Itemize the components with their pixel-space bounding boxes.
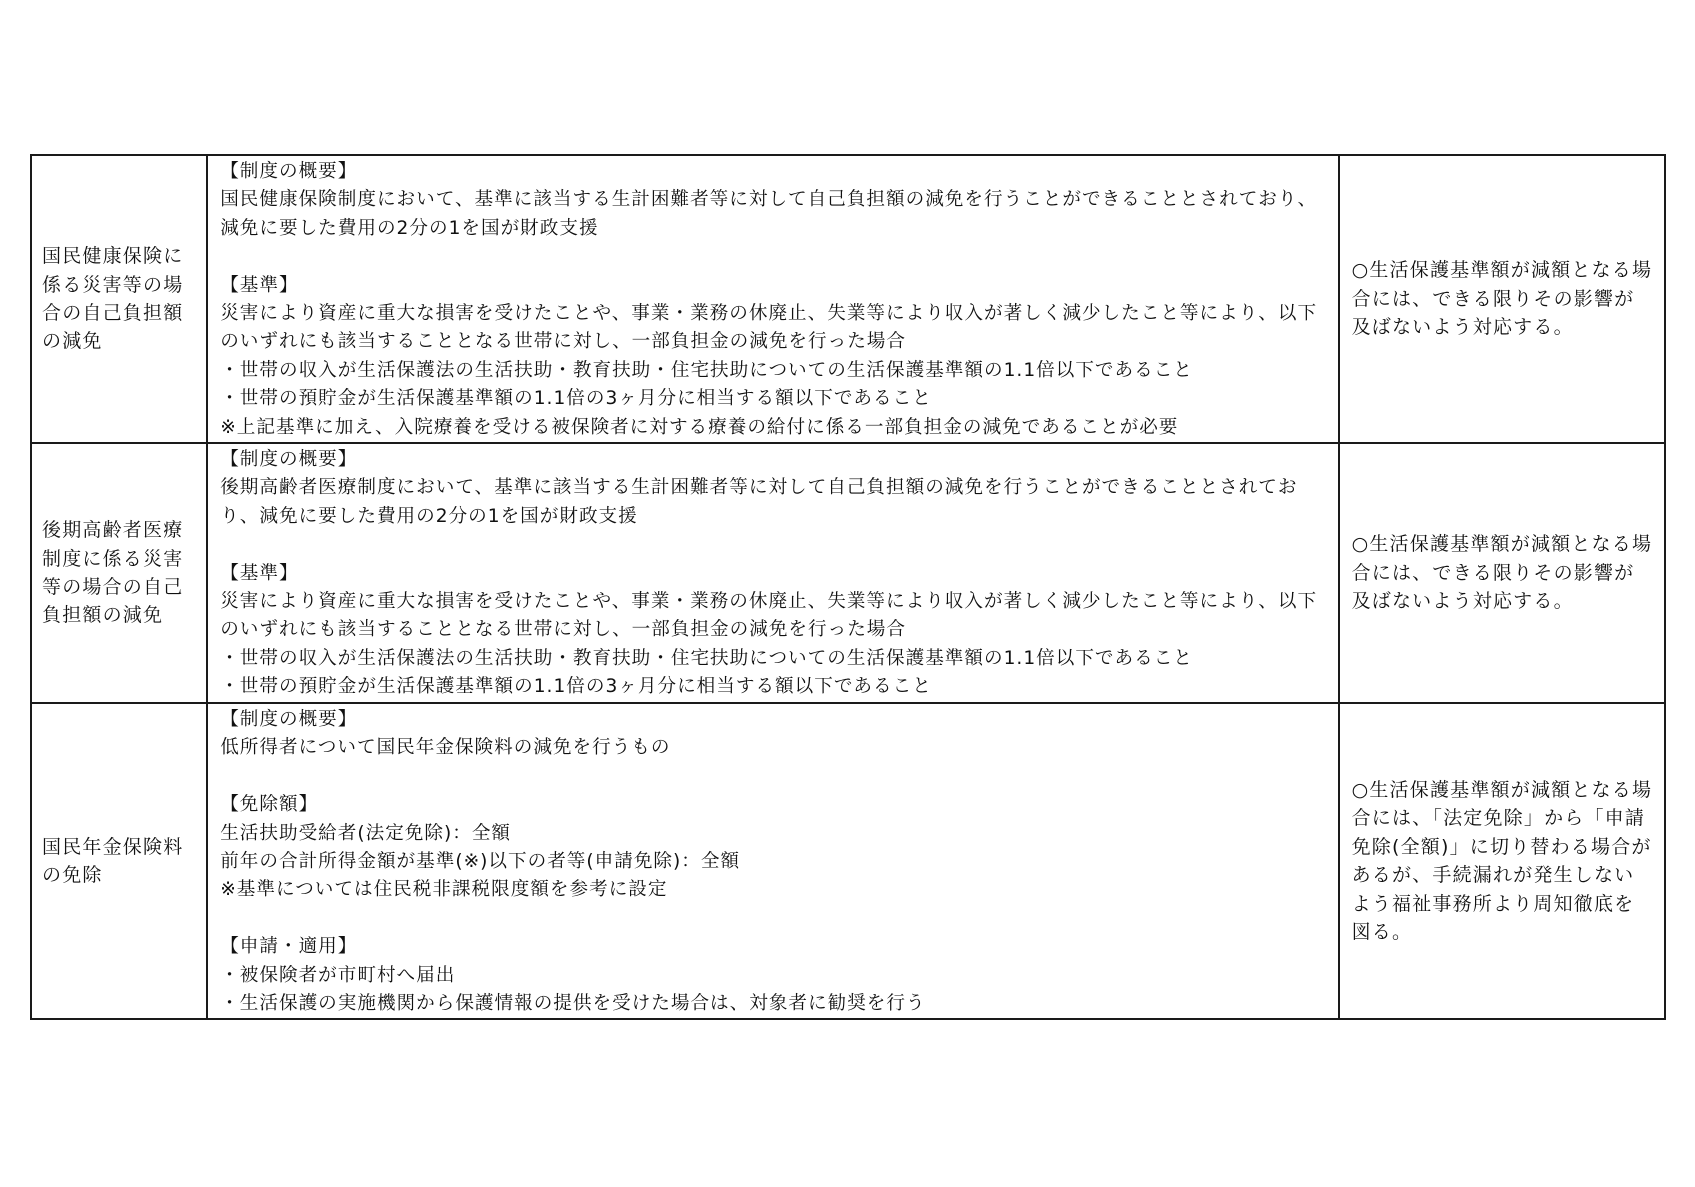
detail-bullet: ・世帯の収入が生活保護法の生活扶助・教育扶助・住宅扶助についての生活保護基準額の1.1倍以下であること <box>220 647 1193 669</box>
table-row <box>31 155 1665 443</box>
system-name-cell: 国民健康保険に係る災害等の場合の自己負担額の減免 <box>31 155 207 443</box>
system-detail-cell <box>207 443 1338 703</box>
detail-spacer <box>220 243 1329 271</box>
detail-note: ※上記基準に加え、入院療養を受ける被保険者に対する療養の給付に係る一部負担金の減免であることが必要 <box>220 416 1179 438</box>
detail-bullet: ・世帯の預貯金が生活保護基準額の1.1倍の3ヶ月分に相当する額以下であること <box>220 676 932 698</box>
detail-text: 後期高齢者医療制度において、基準に該当する生計困難者等に対して自己負担額の減免を行うことができることとされており、減免に要した費用の2分の1を国が財政支援 <box>220 477 1298 527</box>
detail-text: 生活扶助受給者(法定免除)：全額 <box>220 822 512 844</box>
system-detail-cell <box>207 155 1338 443</box>
detail-heading: 【基準】 <box>220 562 299 584</box>
detail-bullet: ・生活保護の実施機関から保護情報の提供を受けた場合は、対象者に勧奨を行う <box>220 992 926 1014</box>
detail-text: 低所得者について国民年金保険料の減免を行うもの <box>220 737 671 759</box>
system-name-cell: 後期高齢者医療制度に係る災害等の場合の自己負担額の減免 <box>31 443 207 703</box>
detail-text: 災害により資産に重大な損害を受けたことや、事業・業務の休廃止、失業等により収入が著しく減少したこと等により、以下のいずれにも該当することとなる世帯に対し、一部負担金の減免を行った場合 <box>220 590 1318 641</box>
detail-text: 災害により資産に重大な損害を受けたことや、事業・業務の休廃止、失業等により収入が著しく減少したこと等により、以下のいずれにも該当することとなる世帯に対し、一部負担金の減免を行った場合 <box>220 302 1318 353</box>
response-cell: ○生活保護基準額が減額となる場合には、できる限りその影響が及ばないよう対応する。 <box>1339 443 1665 703</box>
measures-table <box>30 154 1666 1020</box>
table-row <box>31 443 1665 703</box>
system-detail-cell <box>207 703 1338 1019</box>
detail-heading: 【制度の概要】 <box>220 449 358 470</box>
detail-heading: 【制度の概要】 <box>220 709 358 730</box>
system-name-cell: 国民年金保険料の免除 <box>31 703 207 1019</box>
detail-note: ※基準については住民税非課税限度額を参考に設定 <box>220 879 668 901</box>
detail-spacer <box>220 763 1329 791</box>
detail-text: 前年の合計所得金額が基準(※)以下の者等(申請免除)：全額 <box>220 850 741 872</box>
response-cell: ○生活保護基準額が減額となる場合には、できる限りその影響が及ばないよう対応する。 <box>1339 155 1665 443</box>
detail-text: 国民健康保険制度において、基準に該当する生計困難者等に対して自己負担額の減免を行うことができることとされており、減免に要した費用の2分の1を国が財政支援 <box>220 189 1318 239</box>
detail-heading: 【免除額】 <box>220 794 319 816</box>
detail-bullet: ・世帯の預貯金が生活保護基準額の1.1倍の3ヶ月分に相当する額以下であること <box>220 388 932 410</box>
detail-bullet: ・世帯の収入が生活保護法の生活扶助・教育扶助・住宅扶助についての生活保護基準額の1.1倍以下であること <box>220 359 1193 381</box>
response-cell: ○生活保護基準額が減額となる場合には、「法定免除」から「申請免除(全額)」に切り替わる場合があるが、手続漏れが発生しないよう福祉事務所より周知徹底を図る。 <box>1339 703 1665 1019</box>
detail-heading: 【制度の概要】 <box>220 161 358 182</box>
table-row <box>31 703 1665 1019</box>
detail-bullet: ・被保険者が市町村へ届出 <box>220 964 456 986</box>
detail-spacer <box>220 905 1329 933</box>
detail-heading: 【申請・適用】 <box>220 936 358 958</box>
detail-spacer <box>220 531 1329 559</box>
detail-heading: 【基準】 <box>220 274 299 296</box>
